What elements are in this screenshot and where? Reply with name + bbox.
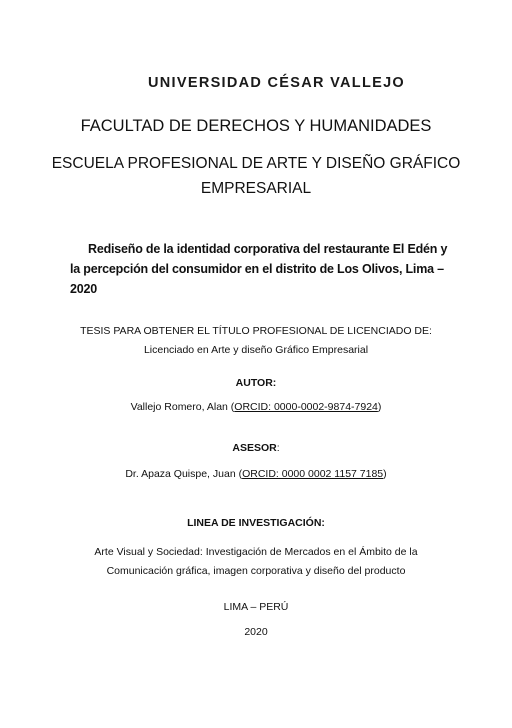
author-name: Vallejo Romero, Alan ( [130,401,235,413]
research-line [0,543,512,581]
university-logo [138,60,406,106]
author-close-paren: ) [377,401,382,413]
research-line-text-1: Arte Visual y Sociedad: Investigación de Mercados en el Ámbito de la [94,546,418,558]
faculty-name: FACULTAD DE DERECHOS Y HUMANIDADES [80,117,432,135]
school-name [0,151,512,201]
advisor-label-suffix: : [276,442,280,454]
advisor-label: ASESOR [232,442,277,454]
school-name-line-2: EMPRESARIAL [200,180,312,197]
thesis-title: Rediseño de la identidad corporativa del restaurante El Edén y la percepción del consumidor en el distrito de Los Olivos, Lima – 2020 [70,242,448,296]
advisor-close-paren: ) [383,468,387,480]
author-label: AUTOR: [235,377,277,389]
city: LIMA – PERÚ [223,601,289,613]
year: 2020 [244,626,268,638]
school-name-line-1: ESCUELA PROFESIONAL DE ARTE Y DISEÑO GRÁFICO [51,155,461,172]
research-line-label: LINEA DE INVESTIGACIÓN: [187,517,325,529]
author-orcid-link[interactable]: ORCID: 0000-0002-9874-7924 [234,401,378,413]
university-logo-text: UNIVERSIDAD CÉSAR VALLEJO [148,75,406,91]
degree-statement [0,322,512,360]
advisor-label-line [0,442,512,454]
advisor-line [0,468,512,480]
advisor-orcid-link[interactable]: ORCID: 0000 0002 1157 7185 [242,468,384,480]
author-line [0,401,512,413]
degree-statement-line-1: TESIS PARA OBTENER EL TÍTULO PROFESIONAL DE LICENCIADO DE: [80,325,432,337]
research-line-text-2: Comunicación gráfica, imagen corporativa y diseño del producto [106,565,406,577]
degree-statement-line-2: Licenciado en Arte y diseño Gráfico Empresarial [143,344,369,356]
advisor-name: Dr. Apaza Quispe, Juan ( [125,468,243,480]
